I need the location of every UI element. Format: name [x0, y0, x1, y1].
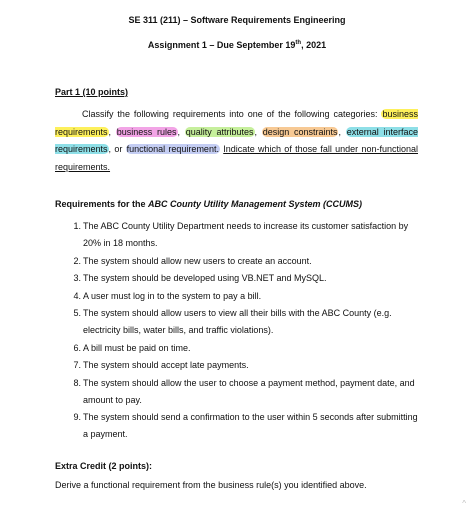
- requirement-text: A bill must be paid on time.: [83, 342, 191, 353]
- requirements-heading: [55, 199, 362, 209]
- part1-paragraph: [55, 106, 418, 176]
- requirement-number: 2.: [73, 255, 81, 266]
- requirements-heading-system: ABC County Utility Management System (CCUMS): [148, 199, 363, 209]
- requirement-number: 8.: [73, 377, 81, 388]
- requirement-text: The system should accept late payments.: [83, 360, 249, 370]
- requirement-text: The ABC County Utility Department needs to increase its customer satisfaction by 20% in 18 months.: [83, 221, 409, 248]
- requirement-item: [55, 270, 420, 287]
- requirement-item: [55, 375, 420, 409]
- assignment-due-line: [0, 40, 474, 50]
- requirement-item: [55, 340, 420, 357]
- category-business-requirements: business requirements: [55, 109, 418, 137]
- requirement-number: 3.: [73, 273, 81, 283]
- requirement-item: [55, 409, 420, 443]
- requirement-item: [55, 357, 420, 374]
- extra-credit-heading: Extra Credit (2 points):: [55, 461, 153, 471]
- requirement-text: The system should allow users to view all their bills with the ABC County (e.g. electricity bills, water bills, and traffic violations).: [83, 308, 392, 335]
- category-external-interface-requirements: external interface requirements: [55, 126, 418, 154]
- extra-credit-text: Derive a functional requirement from the business rule(s) you identified above.: [55, 480, 367, 490]
- separator: ,: [108, 126, 112, 137]
- requirement-text: The system should send a confirmation to the user within 5 seconds after submitting a payment.: [83, 412, 418, 439]
- requirement-text: A user must log in to the system to pay a bill.: [83, 290, 262, 301]
- part1-instruction: Indicate which of those fall under non-functional requirements.: [55, 144, 418, 172]
- requirement-text: The system should be developed using VB.NET and MySQL.: [83, 273, 327, 283]
- separator: ,: [108, 144, 112, 154]
- requirement-item: [55, 218, 420, 252]
- requirement-item: [55, 288, 420, 305]
- course-title: SE 311 (211) – Software Requirements Engineering: [128, 15, 346, 25]
- requirement-text: The system should allow new users to create an account.: [83, 255, 312, 266]
- category-design-constraints: design constraints: [262, 126, 338, 137]
- requirement-number: 5.: [73, 308, 81, 318]
- due-date-suffix: th: [295, 40, 302, 46]
- part1-intro: Classify the following requirements into one of the following categories:: [82, 109, 378, 119]
- scroll-up-icon[interactable]: ^: [462, 499, 466, 508]
- category-functional-requirement: functional requirement.: [126, 144, 219, 154]
- requirement-number: 1.: [73, 221, 81, 231]
- requirement-item: [55, 253, 420, 270]
- requirements-heading-prefix: Requirements for the: [55, 199, 146, 209]
- requirement-number: 9.: [73, 412, 81, 422]
- requirement-number: 7.: [73, 360, 81, 370]
- requirement-text: The system should allow the user to choose a payment method, payment date, and amount to pay.: [83, 377, 415, 405]
- separator: ,: [177, 126, 181, 137]
- due-year: , 2021: [301, 40, 327, 50]
- assignment-due-text: Assignment 1 – Due September 19: [147, 40, 296, 50]
- requirement-item: [55, 305, 420, 339]
- category-quality-attributes: quality attributes: [185, 126, 254, 137]
- category-business-rules: business rules: [116, 126, 177, 137]
- requirement-number: 4.: [73, 290, 81, 301]
- requirement-number: 6.: [73, 342, 81, 353]
- requirements-list: [55, 218, 420, 444]
- part1-heading: Part 1 (10 points): [55, 87, 129, 97]
- separator: ,: [338, 126, 341, 137]
- or-word: or: [114, 144, 123, 154]
- separator: ,: [254, 126, 258, 137]
